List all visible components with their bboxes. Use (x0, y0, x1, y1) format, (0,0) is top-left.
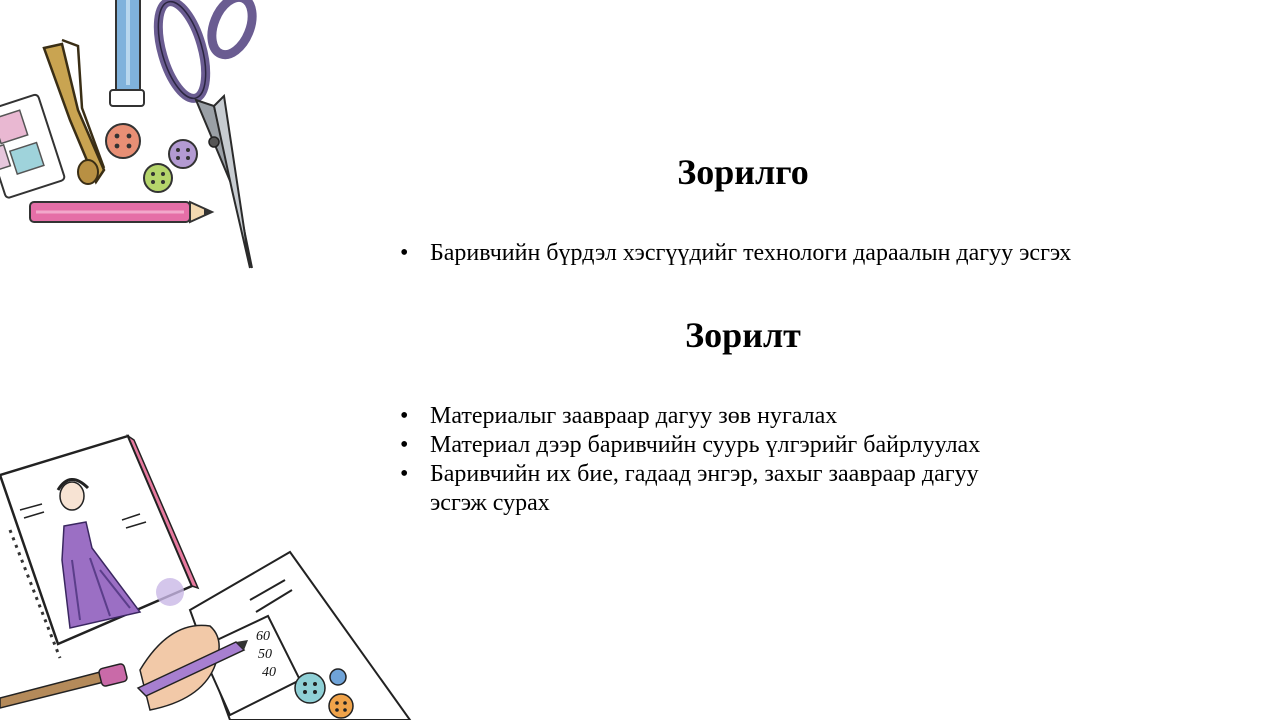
sketchbook-icon (0, 436, 198, 658)
scissors-icon (149, 0, 260, 268)
button-icons (106, 124, 197, 192)
sketchbook-illustration (0, 430, 420, 720)
bullet-dot: • (400, 432, 409, 458)
goal-heading: Зорилго (677, 152, 809, 192)
paint-tube-icon (110, 0, 144, 106)
objective-heading: Зорилт (685, 315, 801, 355)
list-item-text: Материалыг заавраар дагуу зөв нугалах (430, 403, 838, 429)
list-item (400, 239, 1080, 268)
list-item (400, 402, 1080, 431)
goal-list (400, 239, 1080, 268)
list-item-text: Баривчийн их бие, гадаад энгэр, захыг заавраар дагуу эсгэж сурах (430, 461, 979, 516)
list-item (400, 460, 1080, 518)
bullet-dot: • (400, 461, 409, 487)
objective-list (400, 402, 1080, 518)
bullet-dot: • (400, 240, 409, 266)
list-item-text: Баривчийн бүрдэл хэсгүүдийг технологи дараалын дагуу эсгэх (430, 240, 1072, 266)
list-item (400, 431, 1080, 460)
paintbrush-icon (0, 663, 128, 708)
bullet-dot: • (400, 403, 409, 429)
note-text: 50 (258, 647, 272, 662)
sewing-tools-illustration (0, 0, 270, 275)
palette-icon (0, 94, 65, 199)
note-text: 60 (256, 629, 270, 644)
note-text: 40 (262, 665, 276, 680)
list-item-text: Материал дээр баривчийн суурь үлгэрийг байрлуулах (430, 432, 981, 458)
pencil-icon (30, 202, 212, 222)
